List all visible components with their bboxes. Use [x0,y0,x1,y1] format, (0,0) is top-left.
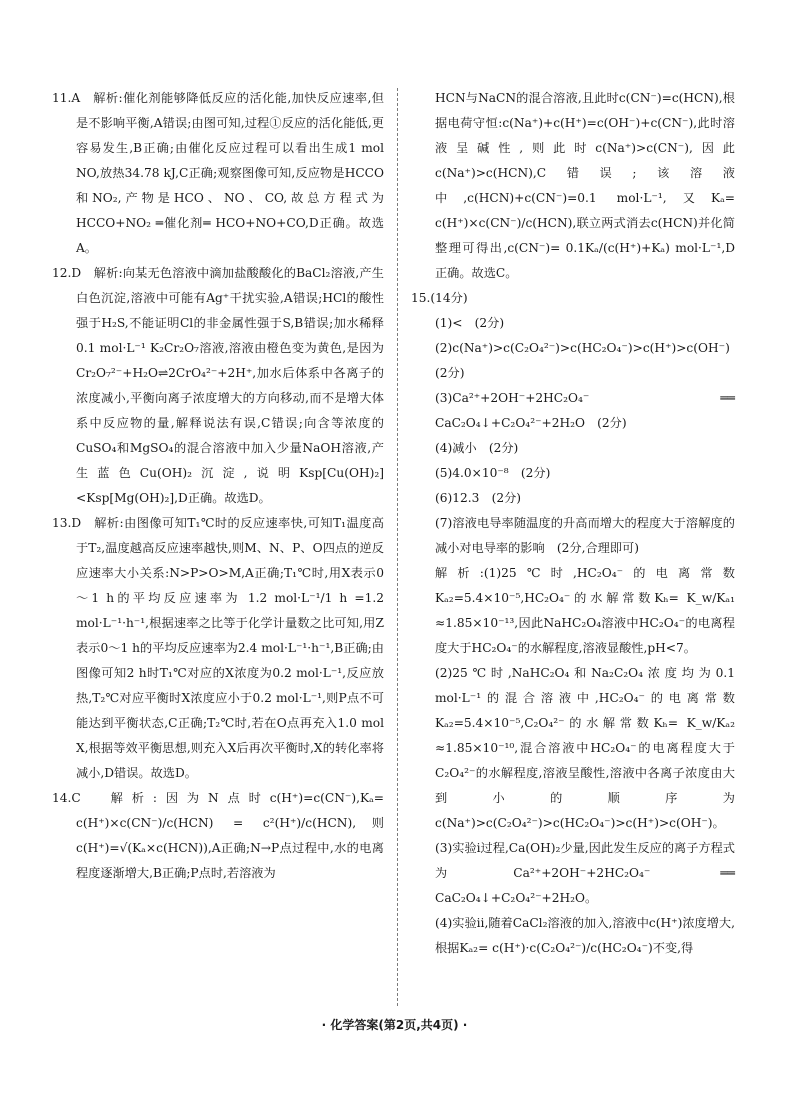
page-footer: · 化学答案(第2页,共4页) · [321,1018,468,1032]
column-divider [397,88,398,1006]
paragraph-q14-cont: HCN与NaCN的混合溶液,且此时c(CN⁻)=c(HCN),根据电荷守恒:c(Na⁺)+c(H⁺)=c(OH⁻)+c(CN⁻),此时溶液呈碱性,则此时c(Na⁺)>c(CN⁻),因此c(Na⁺)>c(HCN),C错误;该溶液中,c(HCN)+c(CN⁻)=0.1 mol·L⁻¹,又Kₐ= c(H⁺)×c(CN⁻)/c(HCN),联立两式消去c(HCN)并化简整理可得出,c(CN⁻)= 0.1Kₐ/(c(H⁺)+Kₐ) mol·L⁻¹,D正确。故选C。 [435,91,735,280]
paragraph-q12: 12.D 解析:向某无色溶液中滴加盐酸酸化的BaCl₂溶液,产生白色沉淀,溶液中可能有Ag⁺干扰实验,A错误;HCl的酸性强于H₂S,不能证明Cl的非金属性强于S,B错误;加水稀释0.1 mol·L⁻¹ K₂Cr₂O₇溶液,溶液由橙色变为黄色,是因为Cr₂O₇²⁻+H₂O⇌2CrO₄²⁻+2H⁺,加水后体系中各离子的浓度减小,平衡向离子浓度增大的方向移动,而不是增大体系中反应物的量,解释说法有误,C错误;向含等浓度的CuSO₄和MgSO₄的混合溶液中加入少量NaOH溶液,产生蓝色Cu(OH)₂沉淀,说明Ksp[Cu(OH)₂]<Ksp[Mg(OH)₂],D正确。故选D。 [52,266,384,505]
right-column [411,86,743,961]
paragraph-q15-3: (3)Ca²⁺+2OH⁻+2HC₂O₄⁻ ══ CaC₂O₄↓+C₂O₄²⁻+2H₂O (2分) [435,391,735,430]
paragraph-q15-an3: (3)实验ⅰ过程,Ca(OH)₂少量,因此发生反应的离子方程式为Ca²⁺+2OH⁻+2HC₂O₄⁻ ══ CaC₂O₄↓+C₂O₄²⁻+2H₂O。 [435,841,735,905]
paragraph-q15-7: (7)溶液电导率随温度的升高而增大的程度大于溶解度的减小对电导率的影响 (2分,合理即可) [435,516,735,555]
paragraph-q15-2: (2)c(Na⁺)>c(C₂O₄²⁻)>c(HC₂O₄⁻)>c(H⁺)>c(OH⁻) (2分) [435,341,743,380]
paragraph-q15-an2: (2)25℃时,NaHC₂O₄和Na₂C₂O₄浓度均为0.1 mol·L⁻¹的混合溶液中,HC₂O₄⁻的电离常数Kₐ₂=5.4×10⁻⁵,C₂O₄²⁻的水解常数Kₕ= K_w/Kₐ₂ ≈1.85×10⁻¹⁰,混合溶液中HC₂O₄⁻的电离程度大于C₂O₄²⁻的水解程度,溶液呈酸性,溶液中各离子浓度由大到小的顺序为c(Na⁺)>c(C₂O₄²⁻)>c(HC₂O₄⁻)>c(H⁺)>c(OH⁻)。 [435,666,735,830]
paragraph-q15-4: (4)减小 (2分) [435,441,519,455]
paragraph-q15-an4: (4)实验ⅱ,随着CaCl₂溶液的加入,溶液中c(H⁺)浓度增大,根据Kₐ₂= c(H⁺)·c(C₂O₄²⁻)/c(HC₂O₄⁻)不变,得 [435,916,735,955]
paragraph-q15-5: (5)4.0×10⁻⁸ (2分) [435,466,551,480]
paragraph-q15-an1: 解析:(1)25℃时,HC₂O₄⁻的电离常数Kₐ₂=5.4×10⁻⁵,HC₂O₄⁻的水解常数Kₕ= K_w/Kₐ₁ ≈1.85×10⁻¹³,因此NaHC₂O₄溶液中HC₂O₄⁻的电离程度大于HC₂O₄⁻的水解程度,溶液显酸性,pH<7。 [435,566,735,655]
paragraph-q11: 11.A 解析:催化剂能够降低反应的活化能,加快反应速率,但是不影响平衡,A错误;由图可知,过程①反应的活化能低,更容易发生,B正确;由催化反应过程可以看出生成1 mol NO,放热34.78 kJ,C正确;观察图像可知,反应物是HCCO和NO₂,产物是HCO、NO、CO,故总方程式为HCCO+NO₂ ═催化剂═ HCO+NO+CO,D正确。故选A。 [52,91,384,255]
paragraph-q14: 14.C 解析:因为N点时c(H⁺)=c(CN⁻),Kₐ= c(H⁺)×c(CN⁻)/c(HCN) = c²(H⁺)/c(HCN),则c(H⁺)=√(Kₐ×c(HCN)),A正确;N→P点过程中,水的电离程度逐渐增大,B正确;P点时,若溶液为 [52,791,384,880]
paragraph-q15-1: (1)< (2分) [435,316,505,330]
paragraph-q15-6: (6)12.3 (2分) [435,491,522,505]
paragraph-q15: 15.(14分) [411,291,468,305]
paragraph-q13: 13.D 解析:由图像可知T₁℃时的反应速率快,可知T₁温度高于T₂,温度越高反应速率越快,则M、N、P、O四点的逆反应速率大小关系:N>P>O>M,A正确;T₁℃时,用X表示0～1 h的平均反应速率为 1.2 mol·L⁻¹/1 h =1.2 mol·L⁻¹·h⁻¹,根据速率之比等于化学计量数之比可知,用Z表示0～1 h的平均反应速率为2.4 mol·L⁻¹·h⁻¹,B正确;由图像可知2 h时T₁℃对应的X浓度为0.2 mol·L⁻¹,反应放热,T₂℃对应平衡时X浓度应小于0.2 mol·L⁻¹,则P点不可能达到平衡状态,C正确;T₂℃时,若在O点再充入1.0 mol X,根据等效平衡思想,则充入X后再次平衡时,X的转化率将减小,D错误。故选D。 [52,516,384,780]
left-column [52,86,384,886]
